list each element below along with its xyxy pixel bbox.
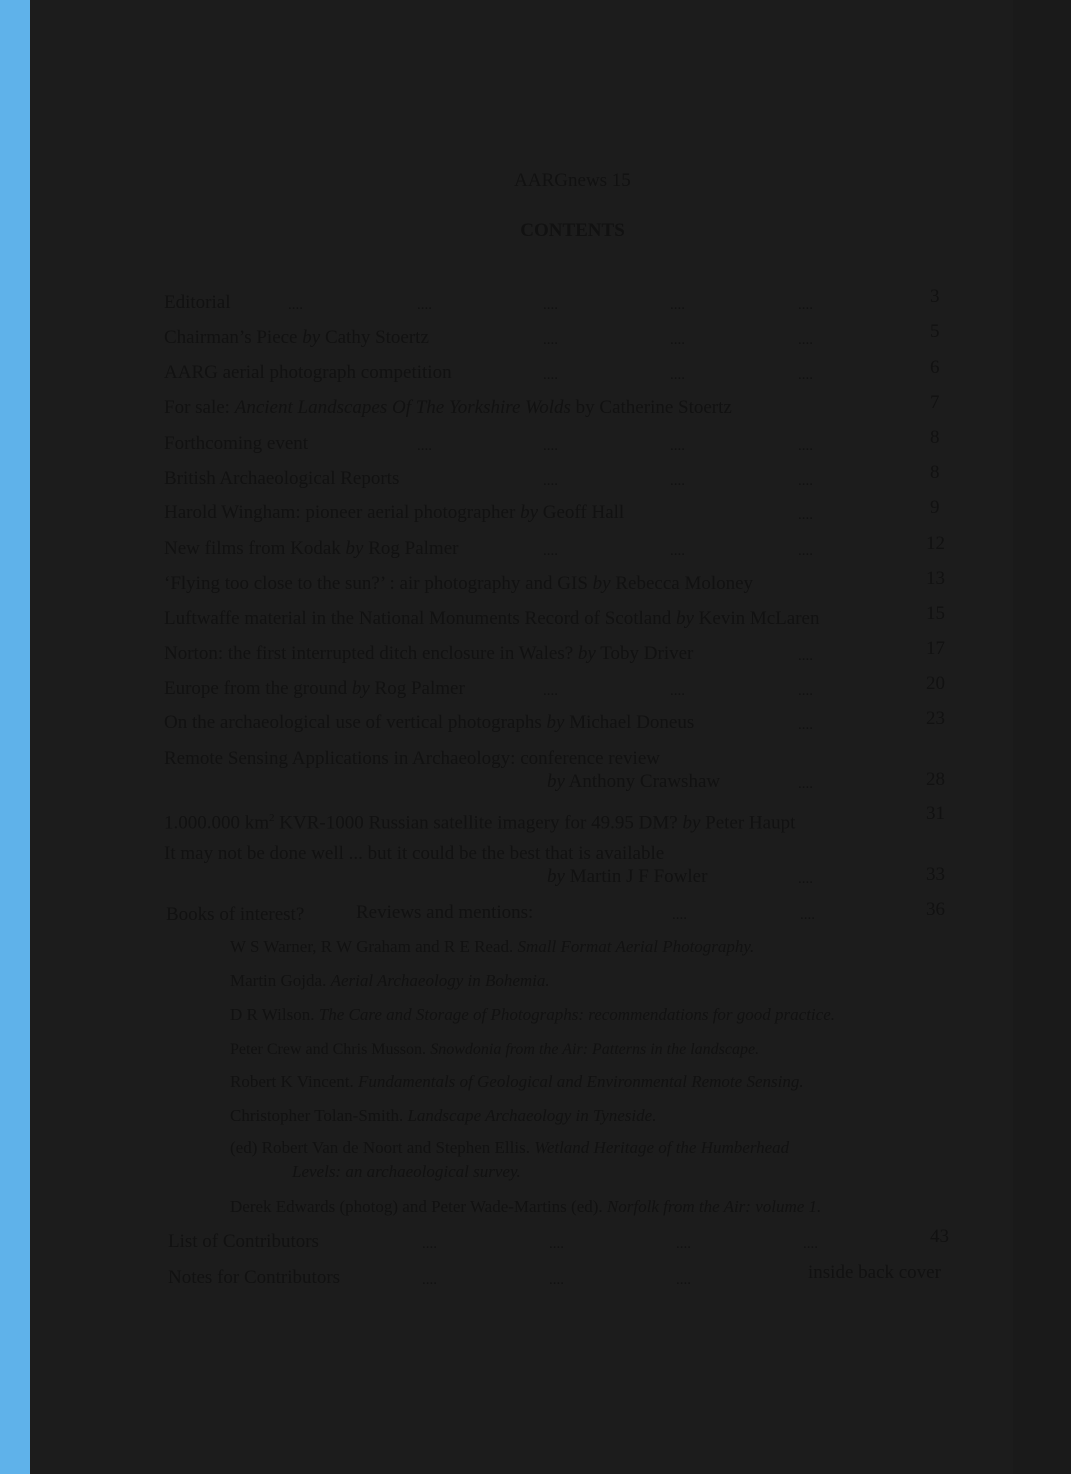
leader-dots: .... [670,367,685,383]
leader-dots: .... [422,1272,437,1288]
leader-dots: .... [798,332,813,348]
toc-entry-for-sale: For sale: Ancient Landscapes Of The Yorkshire Wolds by Catherine Stoertz [164,397,732,418]
leader-dots: .... [670,332,685,348]
page-number: 17 [926,638,945,659]
page-number: 23 [926,708,945,729]
book-review-item: Robert K Vincent. Fundamentals of Geological and Environmental Remote Sensing. [230,1072,804,1091]
page-number: 9 [930,497,940,518]
toc-entry-vertical-photographs: On the archaeological use of vertical photographs by Michael Doneus [164,712,695,733]
toc-entry-editorial [164,292,230,314]
leader-dots: .... [543,297,558,313]
toc-entry-kvr-1000: 1.000.000 $km^2$ KVR-1000 Russian satellite imagery for 49.95 DM? by Peter Haupt [164,812,796,834]
book-review-item: Derek Edwards (photog) and Peter Wade-Martins (ed). Norfolk from the Air: volume 1. [230,1197,822,1216]
leader-dots: .... [800,907,815,923]
leader-dots: .... [676,1236,691,1252]
toc-entry-notes-for-contributors: Notes for Contributors [168,1267,341,1288]
toc-entry-norton: Norton: the first interrupted ditch enclosure in Wales? by Toby Driver [164,643,694,664]
page-margin-left [0,0,30,1474]
toc-entry-remote-sensing-author: by Anthony Crawshaw [547,771,721,792]
toc-entry-best-available: It may not be done well ... but it could be the best that is available [164,843,665,864]
page-number: 20 [926,673,945,694]
toc-entry-best-available-author: by Martin J F Fowler [547,866,708,887]
leader-dots: .... [670,438,685,454]
leader-dots: .... [670,543,685,559]
leader-dots: .... [549,1236,564,1252]
toc-entry-harold-wingham: Harold Wingham: pioneer aerial photographer by Geoff Hall [164,502,625,523]
leader-dots: .... [543,683,558,699]
leader-dots: .... [798,717,813,733]
toc-entry-flying-too-close: ‘Flying too close to the sun?’ : air photography and GIS by Rebecca Moloney [164,573,754,594]
toc-entry-photo-competition: AARG aerial photograph competition [164,362,452,383]
leader-dots: .... [672,907,687,923]
leader-dots: .... [543,367,558,383]
book-review-item: D R Wilson. The Care and Storage of Photographs: recommendations for good practice. [230,1005,836,1024]
book-review-item: Martin Gojda. Aerial Archaeology in Bohemia. [230,971,550,990]
leader-dots: .... [288,297,303,313]
page-number: 13 [926,568,945,589]
entry-title: Editorial [164,292,231,313]
page-number: 5 [930,321,940,342]
leader-dots: .... [422,1236,437,1252]
leader-dots: .... [798,438,813,454]
leader-dots: .... [549,1272,564,1288]
leader-dots: .... [798,507,813,523]
toc-entry-books-of-interest: Books of interest? [166,904,305,925]
leader-dots: .... [543,543,558,559]
toc-entry-remote-sensing: Remote Sensing Applications in Archaeology: conference review [164,748,660,769]
leader-dots: .... [676,1272,691,1288]
book-review-item: Christopher Tolan-Smith. Landscape Archaeology in Tyneside. [230,1106,657,1125]
toc-entry-list-of-contributors: List of Contributors [168,1231,319,1252]
page-reference: inside back cover [808,1262,941,1283]
leader-dots: .... [798,776,813,792]
page-number: 36 [926,899,945,920]
page-number: 8 [930,427,940,448]
leader-dots: .... [670,297,685,313]
leader-dots: .... [798,871,813,887]
leader-dots: .... [417,297,432,313]
toc-entry-luftwaffe-material: Luftwaffe material in the National Monuments Record of Scotland by Kevin McLaren [164,608,820,629]
toc-entry-kodak-films: New films from Kodak by Rog Palmer [164,538,459,559]
book-review-item: Peter Crew and Chris Musson. Snowdonia from the Air: Patterns in the landscape. [230,1041,760,1058]
page-number: 31 [926,803,945,824]
leader-dots: .... [543,438,558,454]
page-number: 8 [930,462,940,483]
leader-dots: .... [798,297,813,313]
leader-dots: .... [798,473,813,489]
page-number: 6 [930,357,940,378]
book-review-item: W S Warner, R W Graham and R E Read. Small Format Aerial Photography. [230,937,755,956]
leader-dots: .... [543,332,558,348]
page-number: 15 [926,603,945,624]
leader-dots: .... [543,473,558,489]
leader-dots: .... [670,683,685,699]
toc-entry-reviews-and-mentions: Reviews and mentions: [356,902,534,923]
page-number: 28 [926,769,945,790]
page-number: 7 [930,392,940,413]
contents-heading: CONTENTS [520,220,625,241]
page-number: 3 [930,286,940,307]
leader-dots: .... [670,473,685,489]
page-number: 33 [926,864,945,885]
book-review-item: (ed) Robert Van de Noort and Stephen Ellis. Wetland Heritage of the Humberhead [230,1138,790,1157]
page-number: 43 [930,1226,949,1247]
leader-dots: .... [803,1236,818,1252]
page-number: 12 [926,533,945,554]
leader-dots: .... [417,438,432,454]
leader-dots: .... [798,367,813,383]
issue-title: AARGnews 15 [514,170,631,191]
toc-entry-forthcoming-event: Forthcoming event [164,433,309,454]
book-review-item-continued: Levels: an archaeological survey. [292,1162,521,1181]
leader-dots: .... [798,648,813,664]
leader-dots: .... [798,683,813,699]
toc-entry-chairmans-piece: Chairman’s Piece by Cathy Stoertz [164,327,429,348]
leader-dots: .... [798,543,813,559]
toc-entry-british-archaeological-reports: British Archaeological Reports [164,468,400,489]
toc-entry-europe-from-ground: Europe from the ground by Rog Palmer [164,678,465,699]
